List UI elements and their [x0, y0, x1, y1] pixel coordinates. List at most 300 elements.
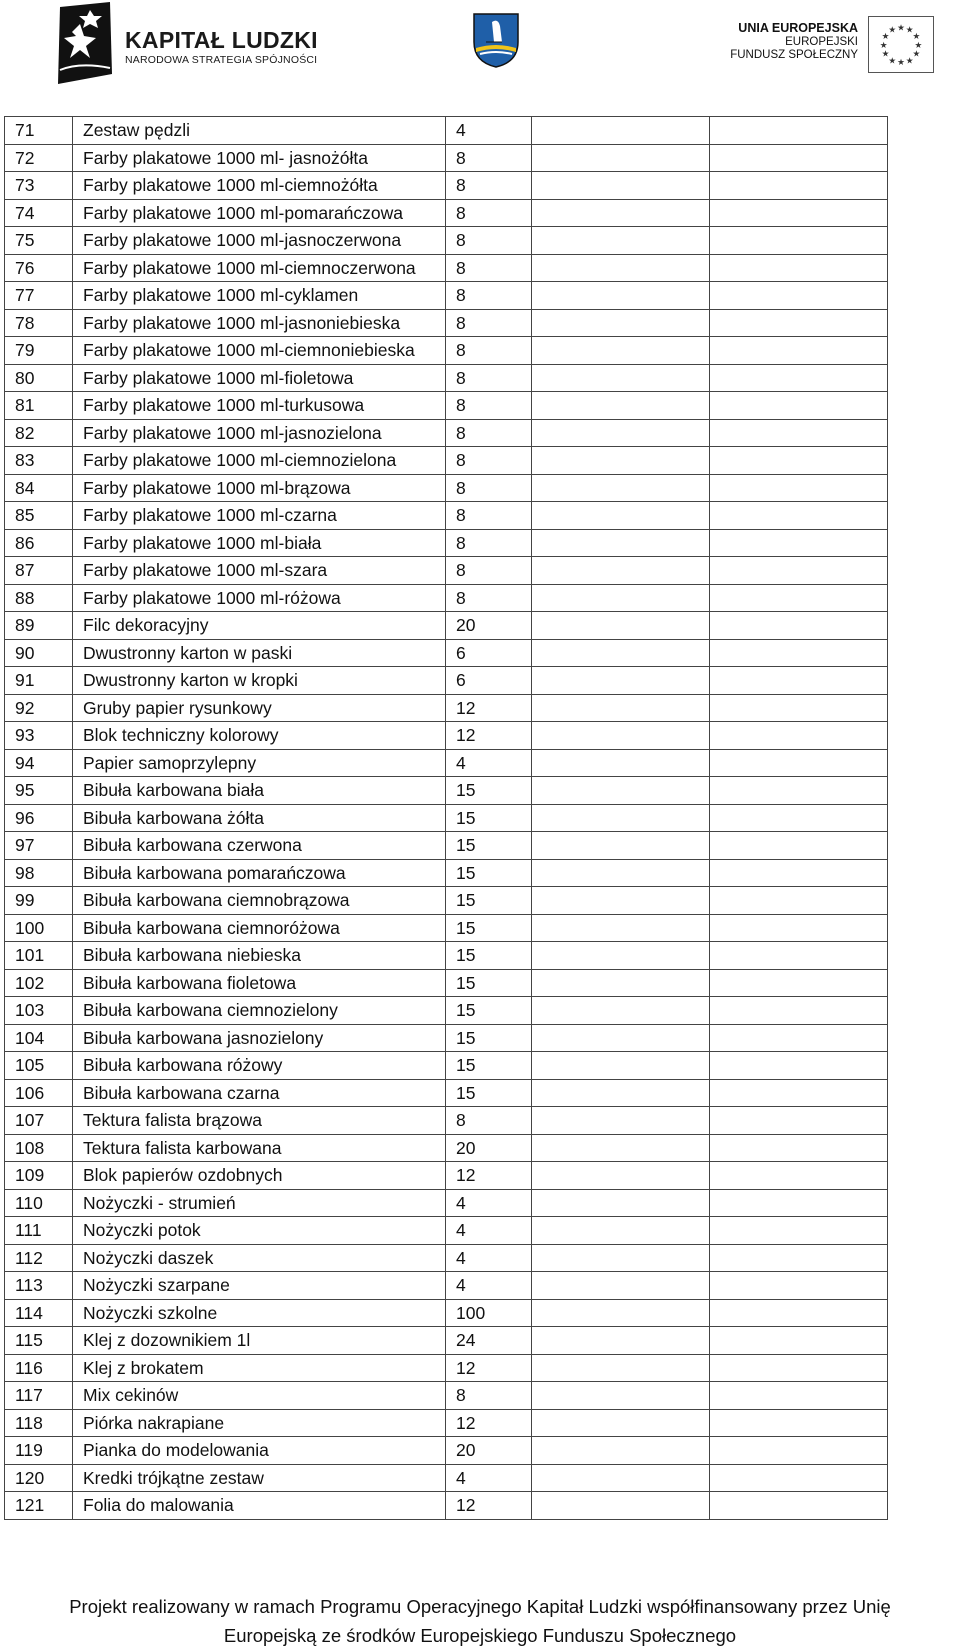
empty-cell: [710, 199, 888, 227]
empty-cell: [532, 282, 710, 310]
item-name: Farby plakatowe 1000 ml-różowa: [73, 584, 446, 612]
row-number: 110: [5, 1189, 73, 1217]
table-row: [5, 667, 888, 695]
empty-cell: [532, 1244, 710, 1272]
empty-cell: [532, 1437, 710, 1465]
table-row: [5, 529, 888, 557]
item-quantity: 8: [446, 364, 532, 392]
row-number: 92: [5, 694, 73, 722]
table-row: [5, 364, 888, 392]
empty-cell: [532, 172, 710, 200]
empty-cell: [710, 419, 888, 447]
empty-cell: [532, 1052, 710, 1080]
table-row: [5, 969, 888, 997]
row-number: 109: [5, 1162, 73, 1190]
empty-cell: [710, 639, 888, 667]
table-row: [5, 887, 888, 915]
item-name: Bibuła karbowana fioletowa: [73, 969, 446, 997]
table-row: [5, 1134, 888, 1162]
table-row: [5, 777, 888, 805]
item-quantity: 15: [446, 942, 532, 970]
item-name: Folia do malowania: [73, 1492, 446, 1520]
item-quantity: 8: [446, 502, 532, 530]
item-quantity: 12: [446, 1409, 532, 1437]
item-quantity: 12: [446, 694, 532, 722]
row-number: 86: [5, 529, 73, 557]
row-number: 102: [5, 969, 73, 997]
item-name: Nożyczki - strumień: [73, 1189, 446, 1217]
svg-text:★: ★: [881, 32, 890, 43]
item-quantity: 15: [446, 1052, 532, 1080]
table-row: [5, 502, 888, 530]
item-quantity: 6: [446, 667, 532, 695]
row-number: 85: [5, 502, 73, 530]
item-quantity: 24: [446, 1327, 532, 1355]
item-quantity: 8: [446, 474, 532, 502]
table-row: [5, 1464, 888, 1492]
table-row: [5, 227, 888, 255]
empty-cell: [532, 777, 710, 805]
empty-cell: [532, 337, 710, 365]
page-footer: [0, 1592, 960, 1650]
item-quantity: 8: [446, 144, 532, 172]
row-number: 94: [5, 749, 73, 777]
table-row: [5, 1382, 888, 1410]
empty-cell: [532, 1464, 710, 1492]
item-name: Bibuła karbowana ciemnobrązowa: [73, 887, 446, 915]
empty-cell: [710, 172, 888, 200]
item-name: Dwustronny karton w paski: [73, 639, 446, 667]
row-number: 121: [5, 1492, 73, 1520]
table-row: [5, 1024, 888, 1052]
row-number: 87: [5, 557, 73, 585]
empty-cell: [710, 1492, 888, 1520]
logo-title: KAPITAŁ LUDZKI: [125, 27, 318, 53]
item-quantity: 8: [446, 337, 532, 365]
item-name: Bibuła karbowana czarna: [73, 1079, 446, 1107]
table-row: [5, 612, 888, 640]
table-row: [5, 172, 888, 200]
item-name: Farby plakatowe 1000 ml-ciemnoczerwona: [73, 254, 446, 282]
item-name: Farby plakatowe 1000 ml-czarna: [73, 502, 446, 530]
empty-cell: [532, 667, 710, 695]
empty-cell: [532, 1107, 710, 1135]
item-name: Blok techniczny kolorowy: [73, 722, 446, 750]
row-number: 103: [5, 997, 73, 1025]
empty-cell: [532, 804, 710, 832]
svg-text:★: ★: [912, 32, 921, 43]
item-name: Bibuła karbowana jasnozielony: [73, 1024, 446, 1052]
table-row: [5, 309, 888, 337]
svg-text:★: ★: [914, 40, 923, 51]
table-row: [5, 804, 888, 832]
empty-cell: [532, 474, 710, 502]
table-row: [5, 694, 888, 722]
empty-cell: [710, 1052, 888, 1080]
row-number: 118: [5, 1409, 73, 1437]
item-name: Bibuła karbowana ciemnozielony: [73, 997, 446, 1025]
item-quantity: 8: [446, 419, 532, 447]
row-number: 75: [5, 227, 73, 255]
empty-cell: [710, 1354, 888, 1382]
item-quantity: 15: [446, 777, 532, 805]
item-quantity: 12: [446, 1492, 532, 1520]
item-quantity: 20: [446, 1437, 532, 1465]
row-number: 95: [5, 777, 73, 805]
row-number: 116: [5, 1354, 73, 1382]
table-row: [5, 474, 888, 502]
item-name: Kredki trójkątne zestaw: [73, 1464, 446, 1492]
empty-cell: [710, 584, 888, 612]
item-name: Farby plakatowe 1000 ml-cyklamen: [73, 282, 446, 310]
row-number: 111: [5, 1217, 73, 1245]
row-number: 104: [5, 1024, 73, 1052]
item-name: Klej z brokatem: [73, 1354, 446, 1382]
table-row: [5, 1492, 888, 1520]
empty-cell: [532, 1189, 710, 1217]
empty-cell: [532, 1382, 710, 1410]
empty-cell: [532, 1217, 710, 1245]
row-number: 117: [5, 1382, 73, 1410]
item-quantity: 4: [446, 1217, 532, 1245]
row-number: 106: [5, 1079, 73, 1107]
item-name: Papier samoprzylepny: [73, 749, 446, 777]
row-number: 89: [5, 612, 73, 640]
table-row: [5, 1162, 888, 1190]
empty-cell: [710, 282, 888, 310]
empty-cell: [532, 199, 710, 227]
row-number: 71: [5, 117, 73, 145]
item-name: Farby plakatowe 1000 ml-fioletowa: [73, 364, 446, 392]
item-quantity: 8: [446, 529, 532, 557]
empty-cell: [710, 667, 888, 695]
item-name: Mix cekinów: [73, 1382, 446, 1410]
item-name: Farby plakatowe 1000 ml-brązowa: [73, 474, 446, 502]
row-number: 78: [5, 309, 73, 337]
empty-cell: [710, 227, 888, 255]
row-number: 107: [5, 1107, 73, 1135]
empty-cell: [532, 117, 710, 145]
empty-cell: [710, 1162, 888, 1190]
empty-cell: [532, 639, 710, 667]
item-quantity: 4: [446, 749, 532, 777]
row-number: 83: [5, 447, 73, 475]
table-row: [5, 997, 888, 1025]
table-row: [5, 1409, 888, 1437]
item-quantity: 8: [446, 172, 532, 200]
row-number: 88: [5, 584, 73, 612]
item-name: Piórka nakrapiane: [73, 1409, 446, 1437]
empty-cell: [710, 1409, 888, 1437]
empty-cell: [710, 1299, 888, 1327]
row-number: 77: [5, 282, 73, 310]
empty-cell: [532, 1024, 710, 1052]
row-number: 112: [5, 1244, 73, 1272]
empty-cell: [710, 254, 888, 282]
empty-cell: [532, 914, 710, 942]
empty-cell: [710, 1024, 888, 1052]
item-quantity: 15: [446, 804, 532, 832]
empty-cell: [710, 1382, 888, 1410]
svg-text:★: ★: [879, 40, 888, 51]
empty-cell: [532, 502, 710, 530]
table-row: [5, 117, 888, 145]
item-name: Tektura falista karbowana: [73, 1134, 446, 1162]
item-name: Farby plakatowe 1000 ml-turkusowa: [73, 392, 446, 420]
empty-cell: [710, 1244, 888, 1272]
footer-line-2: Europejską ze środków Europejskiego Funduszu Społecznego: [223, 1625, 737, 1646]
svg-text:★: ★: [905, 56, 914, 67]
items-table-body: [5, 117, 888, 1520]
table-row: [5, 942, 888, 970]
table-row: [5, 1354, 888, 1382]
table-row: [5, 557, 888, 585]
item-name: Farby plakatowe 1000 ml-jasnoniebieska: [73, 309, 446, 337]
empty-cell: [710, 612, 888, 640]
item-name: Nożyczki szarpane: [73, 1272, 446, 1300]
row-number: 74: [5, 199, 73, 227]
item-name: Bibuła karbowana niebieska: [73, 942, 446, 970]
empty-cell: [532, 1327, 710, 1355]
table-row: [5, 749, 888, 777]
eu-line-1: UNIA EUROPEJSKA: [738, 21, 858, 35]
item-quantity: 15: [446, 859, 532, 887]
empty-cell: [532, 749, 710, 777]
table-row: [5, 1244, 888, 1272]
table-row: [5, 639, 888, 667]
item-quantity: 15: [446, 1024, 532, 1052]
item-name: Gruby papier rysunkowy: [73, 694, 446, 722]
item-name: Bibuła karbowana różowy: [73, 1052, 446, 1080]
row-number: 97: [5, 832, 73, 860]
item-name: Bibuła karbowana żółta: [73, 804, 446, 832]
empty-cell: [532, 227, 710, 255]
row-number: 119: [5, 1437, 73, 1465]
empty-cell: [710, 1464, 888, 1492]
row-number: 96: [5, 804, 73, 832]
item-quantity: 15: [446, 969, 532, 997]
empty-cell: [532, 722, 710, 750]
item-name: Filc dekoracyjny: [73, 612, 446, 640]
item-quantity: 15: [446, 887, 532, 915]
item-quantity: 8: [446, 584, 532, 612]
row-number: 72: [5, 144, 73, 172]
table-row: [5, 859, 888, 887]
item-quantity: 8: [446, 557, 532, 585]
table-row: [5, 419, 888, 447]
kapital-ludzki-logo-icon: [50, 2, 120, 87]
empty-cell: [532, 1134, 710, 1162]
empty-cell: [532, 364, 710, 392]
row-number: 115: [5, 1327, 73, 1355]
item-name: Dwustronny karton w kropki: [73, 667, 446, 695]
eu-flag-icon: [868, 16, 934, 73]
item-name: Zestaw pędzli: [73, 117, 446, 145]
item-name: Nożyczki szkolne: [73, 1299, 446, 1327]
item-quantity: 4: [446, 1189, 532, 1217]
row-number: 73: [5, 172, 73, 200]
item-name: Tektura falista brązowa: [73, 1107, 446, 1135]
item-quantity: 8: [446, 199, 532, 227]
item-name: Farby plakatowe 1000 ml-jasnoczerwona: [73, 227, 446, 255]
row-number: 98: [5, 859, 73, 887]
row-number: 84: [5, 474, 73, 502]
table-row: [5, 914, 888, 942]
empty-cell: [710, 887, 888, 915]
eu-line-3: FUNDUSZ SPOŁECZNY: [730, 49, 858, 61]
svg-text:★: ★: [905, 25, 914, 36]
coat-of-arms-icon: [472, 12, 520, 68]
item-name: Farby plakatowe 1000 ml- jasnożółta: [73, 144, 446, 172]
empty-cell: [710, 722, 888, 750]
logo-subtitle: NARODOWA STRATEGIA SPÓJNOŚCI: [125, 54, 318, 66]
empty-cell: [532, 612, 710, 640]
item-quantity: 15: [446, 1079, 532, 1107]
empty-cell: [710, 1327, 888, 1355]
empty-cell: [710, 804, 888, 832]
empty-cell: [532, 447, 710, 475]
row-number: 120: [5, 1464, 73, 1492]
row-number: 108: [5, 1134, 73, 1162]
row-number: 82: [5, 419, 73, 447]
eu-text: [700, 22, 858, 63]
table-row: [5, 254, 888, 282]
empty-cell: [710, 694, 888, 722]
empty-cell: [710, 749, 888, 777]
empty-cell: [532, 309, 710, 337]
table-row: [5, 282, 888, 310]
empty-cell: [710, 942, 888, 970]
empty-cell: [532, 997, 710, 1025]
row-number: 91: [5, 667, 73, 695]
table-row: [5, 722, 888, 750]
table-row: [5, 1079, 888, 1107]
row-number: 99: [5, 887, 73, 915]
item-quantity: 12: [446, 1162, 532, 1190]
item-name: Farby plakatowe 1000 ml-biała: [73, 529, 446, 557]
item-quantity: 4: [446, 1244, 532, 1272]
item-name: Bibuła karbowana ciemnoróżowa: [73, 914, 446, 942]
footer-line-1: Projekt realizowany w ramach Programu Operacyjnego Kapitał Ludzki współfinansowany przez Unię: [69, 1596, 891, 1617]
table-row: [5, 1189, 888, 1217]
empty-cell: [710, 969, 888, 997]
item-name: Farby plakatowe 1000 ml-ciemnoniebieska: [73, 337, 446, 365]
empty-cell: [710, 1134, 888, 1162]
item-quantity: 12: [446, 722, 532, 750]
row-number: 113: [5, 1272, 73, 1300]
item-quantity: 8: [446, 309, 532, 337]
empty-cell: [710, 1107, 888, 1135]
empty-cell: [532, 254, 710, 282]
item-name: Farby plakatowe 1000 ml-pomarańczowa: [73, 199, 446, 227]
empty-cell: [532, 969, 710, 997]
svg-text:★: ★: [888, 25, 897, 36]
svg-text:★: ★: [888, 56, 897, 67]
empty-cell: [710, 309, 888, 337]
empty-cell: [532, 1299, 710, 1327]
item-quantity: 12: [446, 1354, 532, 1382]
item-quantity: 4: [446, 1272, 532, 1300]
item-quantity: 8: [446, 282, 532, 310]
item-quantity: 20: [446, 612, 532, 640]
empty-cell: [532, 144, 710, 172]
svg-text:★: ★: [897, 23, 905, 34]
row-number: 81: [5, 392, 73, 420]
empty-cell: [532, 1354, 710, 1382]
empty-cell: [710, 392, 888, 420]
empty-cell: [532, 1162, 710, 1190]
table-row: [5, 1437, 888, 1465]
empty-cell: [710, 337, 888, 365]
empty-cell: [710, 447, 888, 475]
row-number: 76: [5, 254, 73, 282]
item-name: Farby plakatowe 1000 ml-ciemnozielona: [73, 447, 446, 475]
empty-cell: [710, 1437, 888, 1465]
empty-cell: [532, 1409, 710, 1437]
row-number: 79: [5, 337, 73, 365]
empty-cell: [710, 832, 888, 860]
item-quantity: 15: [446, 997, 532, 1025]
item-name: Bibuła karbowana pomarańczowa: [73, 859, 446, 887]
item-name: Nożyczki potok: [73, 1217, 446, 1245]
empty-cell: [532, 832, 710, 860]
table-row: [5, 447, 888, 475]
item-name: Nożyczki daszek: [73, 1244, 446, 1272]
empty-cell: [532, 1492, 710, 1520]
empty-cell: [532, 694, 710, 722]
item-quantity: 8: [446, 1107, 532, 1135]
empty-cell: [710, 997, 888, 1025]
table-row: [5, 199, 888, 227]
row-number: 105: [5, 1052, 73, 1080]
table-row: [5, 1052, 888, 1080]
table-row: [5, 392, 888, 420]
empty-cell: [710, 144, 888, 172]
item-name: Bibuła karbowana biała: [73, 777, 446, 805]
table-row: [5, 1299, 888, 1327]
empty-cell: [710, 364, 888, 392]
empty-cell: [710, 474, 888, 502]
item-name: Bibuła karbowana czerwona: [73, 832, 446, 860]
empty-cell: [710, 1272, 888, 1300]
item-quantity: 8: [446, 227, 532, 255]
svg-text:★: ★: [912, 49, 921, 60]
item-name: Klej z dozownikiem 1l: [73, 1327, 446, 1355]
empty-cell: [710, 529, 888, 557]
page-header: [0, 0, 960, 95]
item-name: Farby plakatowe 1000 ml-ciemnożółta: [73, 172, 446, 200]
item-quantity: 15: [446, 832, 532, 860]
table-row: [5, 832, 888, 860]
empty-cell: [532, 419, 710, 447]
empty-cell: [710, 1217, 888, 1245]
empty-cell: [532, 584, 710, 612]
svg-text:★: ★: [881, 49, 890, 60]
row-number: 90: [5, 639, 73, 667]
empty-cell: [532, 392, 710, 420]
item-quantity: 100: [446, 1299, 532, 1327]
empty-cell: [532, 529, 710, 557]
row-number: 80: [5, 364, 73, 392]
empty-cell: [532, 1079, 710, 1107]
item-quantity: 8: [446, 1382, 532, 1410]
empty-cell: [710, 502, 888, 530]
empty-cell: [532, 859, 710, 887]
item-quantity: 4: [446, 1464, 532, 1492]
item-quantity: 4: [446, 117, 532, 145]
item-name: Blok papierów ozdobnych: [73, 1162, 446, 1190]
empty-cell: [532, 557, 710, 585]
